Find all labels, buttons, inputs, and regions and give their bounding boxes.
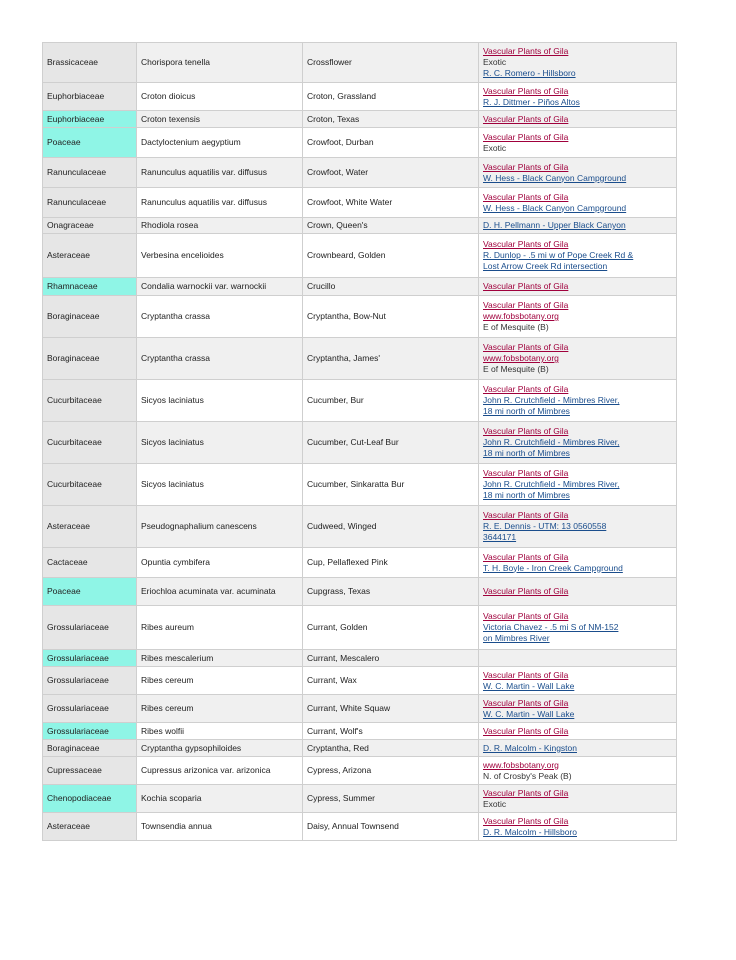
reference-cell — [479, 380, 677, 422]
reference-cell — [479, 740, 677, 757]
reference-link[interactable]: T. H. Boyle - Iron Creek Campground — [483, 562, 623, 573]
common-name-cell: Currant, White Squaw — [303, 695, 479, 723]
reference-cell — [479, 111, 677, 128]
family-cell: Grossulariaceae — [43, 723, 137, 740]
family-cell: Boraginaceae — [43, 296, 137, 338]
table-row — [43, 650, 677, 667]
reference-link[interactable]: R. Dunlop - .5 mi w of Pope Creek Rd & — [483, 250, 634, 260]
table-row — [43, 234, 677, 278]
scientific-name-cell: Verbesina encelioides — [137, 234, 303, 278]
reference-cell — [479, 43, 677, 83]
reference-link[interactable]: Vascular Plants of Gila — [483, 725, 569, 736]
common-name-cell: Cryptantha, James' — [303, 338, 479, 380]
reference-link[interactable]: Vascular Plants of Gila — [483, 161, 569, 172]
reference-link[interactable]: John R. Crutchfield - Mimbres River, — [483, 437, 620, 447]
family-cell: Asteraceae — [43, 813, 137, 841]
reference-link[interactable]: Vascular Plants of Gila — [483, 586, 569, 596]
reference-cell — [479, 606, 677, 650]
common-name-cell: Cypress, Arizona — [303, 757, 479, 785]
common-name-cell: Cucumber, Bur — [303, 380, 479, 422]
reference-link[interactable]: Vascular Plants of Gila — [483, 342, 569, 352]
scientific-name-cell: Cupressus arizonica var. arizonica — [137, 757, 303, 785]
reference-link[interactable]: John R. Crutchfield - Mimbres River, — [483, 395, 620, 405]
common-name-cell: Crucillo — [303, 278, 479, 296]
reference-link[interactable]: 18 mi north of Mimbres — [483, 406, 570, 416]
reference-cell — [479, 218, 677, 234]
family-cell: Cucurbitaceae — [43, 464, 137, 506]
scientific-name-cell: Ranunculus aquatilis var. diffusus — [137, 188, 303, 218]
reference-cell — [479, 464, 677, 506]
reference-cell — [479, 578, 677, 606]
reference-cell — [479, 188, 677, 218]
reference-link[interactable]: 18 mi north of Mimbres — [483, 448, 570, 458]
common-name-cell: Crowfoot, Water — [303, 158, 479, 188]
table-row — [43, 43, 677, 83]
scientific-name-cell: Ribes aureum — [137, 606, 303, 650]
reference-cell — [479, 650, 677, 667]
reference-link[interactable]: Vascular Plants of Gila — [483, 551, 569, 562]
common-name-cell: Cudweed, Winged — [303, 506, 479, 548]
reference-link[interactable]: W. C. Martin - Wall Lake — [483, 680, 575, 691]
reference-cell — [479, 785, 677, 813]
reference-cell — [479, 158, 677, 188]
reference-cell — [479, 548, 677, 578]
reference-link[interactable]: Vascular Plants of Gila — [483, 611, 569, 621]
family-cell: Euphorbiaceae — [43, 83, 137, 111]
reference-note: E of Mesquite (B) — [483, 364, 549, 374]
reference-link[interactable]: John R. Crutchfield - Mimbres River, — [483, 479, 620, 489]
family-cell: Chenopodiaceae — [43, 785, 137, 813]
reference-cell — [479, 128, 677, 158]
reference-link[interactable]: W. Hess - Black Canyon Campground — [483, 172, 627, 183]
scientific-name-cell: Kochia scoparia — [137, 785, 303, 813]
family-cell: Cucurbitaceae — [43, 380, 137, 422]
reference-link[interactable]: Vascular Plants of Gila — [483, 46, 569, 56]
table-row — [43, 723, 677, 740]
reference-link[interactable]: Vascular Plants of Gila — [483, 426, 569, 436]
reference-link[interactable]: W. Hess - Black Canyon Campground — [483, 202, 627, 213]
table-row — [43, 785, 677, 813]
scientific-name-cell: Eriochloa acuminata var. acuminata — [137, 578, 303, 606]
reference-cell — [479, 234, 677, 278]
common-name-cell: Cup, Pellaflexed Pink — [303, 548, 479, 578]
common-name-cell: Currant, Wax — [303, 667, 479, 695]
reference-cell — [479, 338, 677, 380]
reference-link[interactable]: www.fobsbotany.org — [483, 759, 559, 770]
scientific-name-cell: Ribes cereum — [137, 667, 303, 695]
table-row — [43, 158, 677, 188]
scientific-name-cell: Townsendia annua — [137, 813, 303, 841]
reference-link[interactable]: Vascular Plants of Gila — [483, 191, 569, 202]
table-row — [43, 218, 677, 234]
family-cell: Asteraceae — [43, 234, 137, 278]
species-table — [42, 42, 677, 841]
reference-link[interactable]: Victoria Chavez - .5 mi S of NM-152 — [483, 622, 619, 632]
table-row — [43, 278, 677, 296]
common-name-cell: Daisy, Annual Townsend — [303, 813, 479, 841]
reference-link[interactable]: D. H. Pellmann - Upper Black Canyon — [483, 220, 626, 230]
common-name-cell: Crown, Queen's — [303, 218, 479, 234]
family-cell: Boraginaceae — [43, 740, 137, 757]
reference-note: Exotic — [483, 57, 507, 67]
family-cell: Ranunculaceae — [43, 188, 137, 218]
scientific-name-cell: Dactyloctenium aegyptium — [137, 128, 303, 158]
reference-cell — [479, 83, 677, 111]
table-row — [43, 606, 677, 650]
reference-note: E of Mesquite (B) — [483, 322, 549, 332]
common-name-cell: Crownbeard, Golden — [303, 234, 479, 278]
reference-link[interactable]: Vascular Plants of Gila — [483, 131, 569, 142]
common-name-cell: Currant, Golden — [303, 606, 479, 650]
table-row — [43, 111, 677, 128]
common-name-cell: Crowfoot, Durban — [303, 128, 479, 158]
table-row — [43, 695, 677, 723]
family-cell: Poaceae — [43, 578, 137, 606]
family-cell: Euphorbiaceae — [43, 111, 137, 128]
family-cell: Cupressaceae — [43, 757, 137, 785]
common-name-cell: Crossflower — [303, 43, 479, 83]
table-row — [43, 578, 677, 606]
common-name-cell: Cucumber, Sinkaratta Bur — [303, 464, 479, 506]
reference-link[interactable]: Vascular Plants of Gila — [483, 300, 569, 310]
reference-link[interactable]: Vascular Plants of Gila — [483, 468, 569, 478]
reference-note: N. of Crosby's Peak (B) — [483, 770, 572, 781]
reference-link[interactable]: Vascular Plants of Gila — [483, 281, 569, 291]
reference-link[interactable]: Vascular Plants of Gila — [483, 384, 569, 394]
common-name-cell: Cypress, Summer — [303, 785, 479, 813]
common-name-cell: Croton, Grassland — [303, 83, 479, 111]
family-cell: Grossulariaceae — [43, 606, 137, 650]
family-cell: Cucurbitaceae — [43, 422, 137, 464]
table-row — [43, 548, 677, 578]
reference-cell — [479, 723, 677, 740]
table-row — [43, 506, 677, 548]
reference-link[interactable]: D. R. Malcolm - Kingston — [483, 742, 577, 753]
table-row — [43, 464, 677, 506]
scientific-name-cell: Opuntia cymbifera — [137, 548, 303, 578]
scientific-name-cell: Sicyos laciniatus — [137, 380, 303, 422]
reference-cell — [479, 695, 677, 723]
table-row — [43, 667, 677, 695]
reference-cell — [479, 422, 677, 464]
scientific-name-cell: Cryptantha crassa — [137, 338, 303, 380]
scientific-name-cell: Chorispora tenella — [137, 43, 303, 83]
reference-link[interactable]: Vascular Plants of Gila — [483, 787, 569, 798]
table-row — [43, 422, 677, 464]
reference-link[interactable]: www.fobsbotany.org — [483, 311, 559, 321]
reference-link[interactable]: Vascular Plants of Gila — [483, 510, 569, 520]
scientific-name-cell: Ribes wolfii — [137, 723, 303, 740]
scientific-name-cell: Ribes cereum — [137, 695, 303, 723]
scientific-name-cell: Ranunculus aquatilis var. diffusus — [137, 158, 303, 188]
reference-link[interactable]: 18 mi north of Mimbres — [483, 490, 570, 500]
family-cell: Grossulariaceae — [43, 695, 137, 723]
reference-link[interactable]: R. C. Romero - Hillsboro — [483, 68, 576, 78]
table-row — [43, 188, 677, 218]
common-name-cell: Crowfoot, White Water — [303, 188, 479, 218]
reference-cell — [479, 667, 677, 695]
table-row — [43, 740, 677, 757]
table-row — [43, 296, 677, 338]
reference-link[interactable]: Vascular Plants of Gila — [483, 113, 569, 124]
scientific-name-cell: Ribes mescalerium — [137, 650, 303, 667]
family-cell: Asteraceae — [43, 506, 137, 548]
scientific-name-cell: Pseudognaphalium canescens — [137, 506, 303, 548]
reference-cell — [479, 278, 677, 296]
common-name-cell: Croton, Texas — [303, 111, 479, 128]
reference-cell — [479, 296, 677, 338]
common-name-cell: Cupgrass, Texas — [303, 578, 479, 606]
scientific-name-cell: Sicyos laciniatus — [137, 422, 303, 464]
scientific-name-cell: Rhodiola rosea — [137, 218, 303, 234]
reference-link[interactable]: Vascular Plants of Gila — [483, 85, 569, 96]
reference-link[interactable]: Vascular Plants of Gila — [483, 669, 569, 680]
table-row — [43, 813, 677, 841]
reference-link[interactable]: www.fobsbotany.org — [483, 353, 559, 363]
reference-link[interactable]: R. E. Dennis - UTM: 13 0560558 — [483, 521, 607, 531]
family-cell: Onagraceae — [43, 218, 137, 234]
reference-cell — [479, 813, 677, 841]
reference-link[interactable]: on Mimbres River — [483, 633, 550, 643]
common-name-cell: Currant, Wolf's — [303, 723, 479, 740]
reference-link[interactable]: 3644171 — [483, 532, 517, 542]
scientific-name-cell: Croton dioicus — [137, 83, 303, 111]
reference-cell — [479, 506, 677, 548]
common-name-cell: Currant, Mescalero — [303, 650, 479, 667]
common-name-cell: Cucumber, Cut-Leaf Bur — [303, 422, 479, 464]
scientific-name-cell: Sicyos laciniatus — [137, 464, 303, 506]
reference-link[interactable]: D. R. Malcolm - Hillsboro — [483, 826, 577, 837]
family-cell: Grossulariaceae — [43, 667, 137, 695]
scientific-name-cell: Cryptantha gypsophiloides — [137, 740, 303, 757]
table-row — [43, 128, 677, 158]
reference-link[interactable]: R. J. Dittmer - Piños Altos — [483, 96, 580, 107]
family-cell: Cactaceae — [43, 548, 137, 578]
family-cell: Boraginaceae — [43, 338, 137, 380]
reference-link[interactable]: Vascular Plants of Gila — [483, 815, 569, 826]
family-cell: Ranunculaceae — [43, 158, 137, 188]
scientific-name-cell: Condalia warnockii var. warnockii — [137, 278, 303, 296]
reference-link[interactable]: Lost Arrow Creek Rd intersection — [483, 261, 608, 271]
family-cell: Brassicaceae — [43, 43, 137, 83]
reference-link[interactable]: W. C. Martin - Wall Lake — [483, 708, 575, 719]
table-row — [43, 757, 677, 785]
reference-link[interactable]: Vascular Plants of Gila — [483, 697, 569, 708]
table-row — [43, 380, 677, 422]
table-row — [43, 83, 677, 111]
scientific-name-cell: Croton texensis — [137, 111, 303, 128]
reference-note: Exotic — [483, 798, 507, 809]
scientific-name-cell: Cryptantha crassa — [137, 296, 303, 338]
common-name-cell: Cryptantha, Red — [303, 740, 479, 757]
reference-cell — [479, 757, 677, 785]
common-name-cell: Cryptantha, Bow-Nut — [303, 296, 479, 338]
family-cell: Rhamnaceae — [43, 278, 137, 296]
reference-note: Exotic — [483, 142, 507, 153]
family-cell: Poaceae — [43, 128, 137, 158]
table-row — [43, 338, 677, 380]
reference-link[interactable]: Vascular Plants of Gila — [483, 239, 569, 249]
family-cell: Grossulariaceae — [43, 650, 137, 667]
